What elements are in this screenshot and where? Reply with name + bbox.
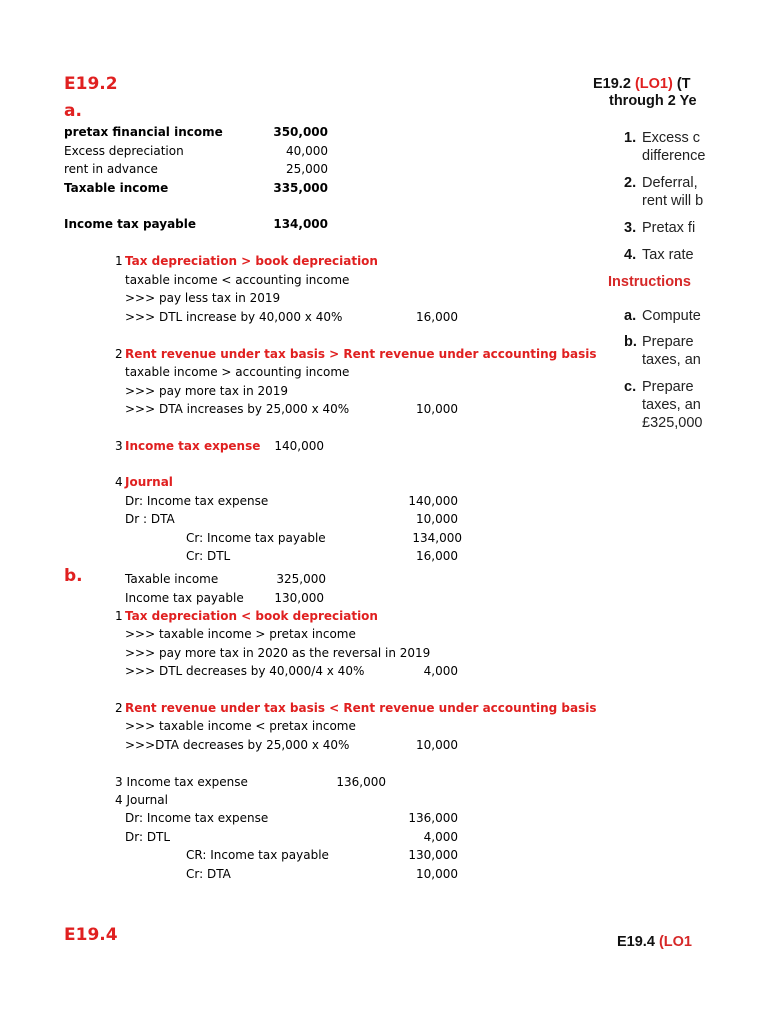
item-label: 3 Income tax expense <box>115 775 248 789</box>
taxable-income-label: Taxable income <box>125 572 219 586</box>
excerpt-num: 3. <box>624 220 637 236</box>
row-label: Income tax payable <box>64 217 197 231</box>
textbook-excerpt-image <box>590 66 706 446</box>
journal-entry: Cr: DTL <box>186 549 231 563</box>
excerpt-part-letter: c. <box>624 379 637 395</box>
item-amount: 4,000 <box>423 664 458 678</box>
excerpt-line: Tax rate <box>642 247 694 263</box>
taxable-income-value: 325,000 <box>276 572 326 586</box>
item-amount: 16,000 <box>416 310 458 324</box>
row-value: 40,000 <box>286 144 328 158</box>
excerpt-line: Excess c <box>642 130 701 146</box>
item-line: >>>DTA decreases by 25,000 x 40% <box>125 738 350 752</box>
excerpt-num: 1. <box>624 130 637 146</box>
item-number: 4 <box>115 475 123 489</box>
row-label: rent in advance <box>64 162 158 176</box>
row-label: Taxable income <box>64 181 169 195</box>
item-amount: 136,000 <box>336 775 386 789</box>
item-line: >>> pay less tax in 2019 <box>125 291 281 305</box>
item-number: 2 <box>115 701 123 715</box>
journal-entry: Cr: Income tax payable <box>186 531 326 545</box>
excerpt-line: Deferral, <box>642 175 698 191</box>
item-heading: Tax depreciation < book depreciation <box>125 609 378 623</box>
row-label: pretax financial income <box>64 125 223 139</box>
excerpt-instructions-heading: Instructions <box>608 274 691 290</box>
item-line: >>> pay more tax in 2020 as the reversal in 2019 <box>125 646 431 660</box>
excerpt-title-prefix: E19.4 <box>617 934 655 950</box>
tax-payable-label: Income tax payable <box>125 591 244 605</box>
excerpt-line: taxes, an <box>642 397 701 413</box>
journal-amount: 10,000 <box>416 512 458 526</box>
journal-entry: Dr: DTL <box>125 830 171 844</box>
journal-entry: Dr: Income tax expense <box>125 811 269 825</box>
journal-amount: 16,000 <box>416 549 458 563</box>
excerpt-title-lo: (LO1) <box>634 76 673 92</box>
item-amount: 10,000 <box>416 402 458 416</box>
item-heading: Income tax expense <box>125 439 261 453</box>
row-value: 350,000 <box>273 125 328 139</box>
excerpt-line: Compute <box>642 308 701 324</box>
item-number: 3 <box>115 439 123 453</box>
item-heading: Journal <box>125 475 173 489</box>
journal-entry: Dr: Income tax expense <box>125 494 269 508</box>
item-label: 4 Journal <box>115 793 168 807</box>
tax-payable-value: 130,000 <box>274 591 324 605</box>
item-line: >>> taxable income > pretax income <box>125 627 356 641</box>
journal-amount: 4,000 <box>423 830 458 844</box>
item-line: >>> DTL increase by 40,000 x 40% <box>125 310 343 324</box>
textbook-excerpt-image-bottom <box>590 922 706 952</box>
item-number: 1 <box>115 609 123 623</box>
excerpt-line: difference <box>642 148 706 164</box>
journal-amount: 134,000 <box>412 531 462 545</box>
excerpt-title-prefix: E19.2 <box>593 76 631 92</box>
row-label: Excess depreciation <box>64 144 184 158</box>
excerpt-title-line2: through 2 Ye <box>609 93 697 109</box>
excerpt-line: taxes, an <box>642 352 701 368</box>
item-line: >>> pay more tax in 2019 <box>125 384 289 398</box>
part-b-label: b. <box>64 566 83 586</box>
excerpt-line: £325,000 <box>642 415 703 431</box>
journal-entry: Cr: DTA <box>186 867 231 881</box>
excerpt-line: Prepare <box>642 379 694 395</box>
excerpt-line: rent will b <box>642 193 704 209</box>
journal-amount: 10,000 <box>416 867 458 881</box>
item-heading: Rent revenue under tax basis < Rent revenue under accounting basis <box>125 701 597 715</box>
excerpt-num: 4. <box>624 247 637 263</box>
row-value: 134,000 <box>273 217 328 231</box>
journal-entry: CR: Income tax payable <box>186 848 329 862</box>
journal-amount: 130,000 <box>408 848 458 862</box>
item-amount: 140,000 <box>274 439 324 453</box>
row-value: 25,000 <box>286 162 328 176</box>
item-number: 2 <box>115 347 123 361</box>
next-exercise-title: E19.4 <box>64 925 118 945</box>
journal-amount: 136,000 <box>408 811 458 825</box>
part-a-label: a. <box>64 101 82 121</box>
item-line: >>> DTA increases by 25,000 x 40% <box>125 402 350 416</box>
journal-amount: 140,000 <box>408 494 458 508</box>
excerpt-part-letter: b. <box>624 334 637 350</box>
row-value: 335,000 <box>273 181 328 195</box>
excerpt-line: Prepare <box>642 334 694 350</box>
item-number: 1 <box>115 254 123 268</box>
item-line: taxable income < accounting income <box>125 273 350 287</box>
excerpt-part-letter: a. <box>624 308 637 324</box>
item-line: >>> taxable income < pretax income <box>125 719 356 733</box>
excerpt-title-lo: (LO1 <box>658 934 692 950</box>
exercise-title: E19.2 <box>64 74 118 94</box>
excerpt-num: 2. <box>624 175 637 191</box>
item-heading: Tax depreciation > book depreciation <box>125 254 378 268</box>
excerpt-line: Pretax fi <box>642 220 696 236</box>
item-line: >>> DTL decreases by 40,000/4 x 40% <box>125 664 365 678</box>
journal-entry: Dr : DTA <box>125 512 175 526</box>
item-line: taxable income > accounting income <box>125 365 350 379</box>
item-amount: 10,000 <box>416 738 458 752</box>
item-heading: Rent revenue under tax basis > Rent revenue under accounting basis <box>125 347 597 361</box>
excerpt-title-rest: (T <box>676 76 691 92</box>
